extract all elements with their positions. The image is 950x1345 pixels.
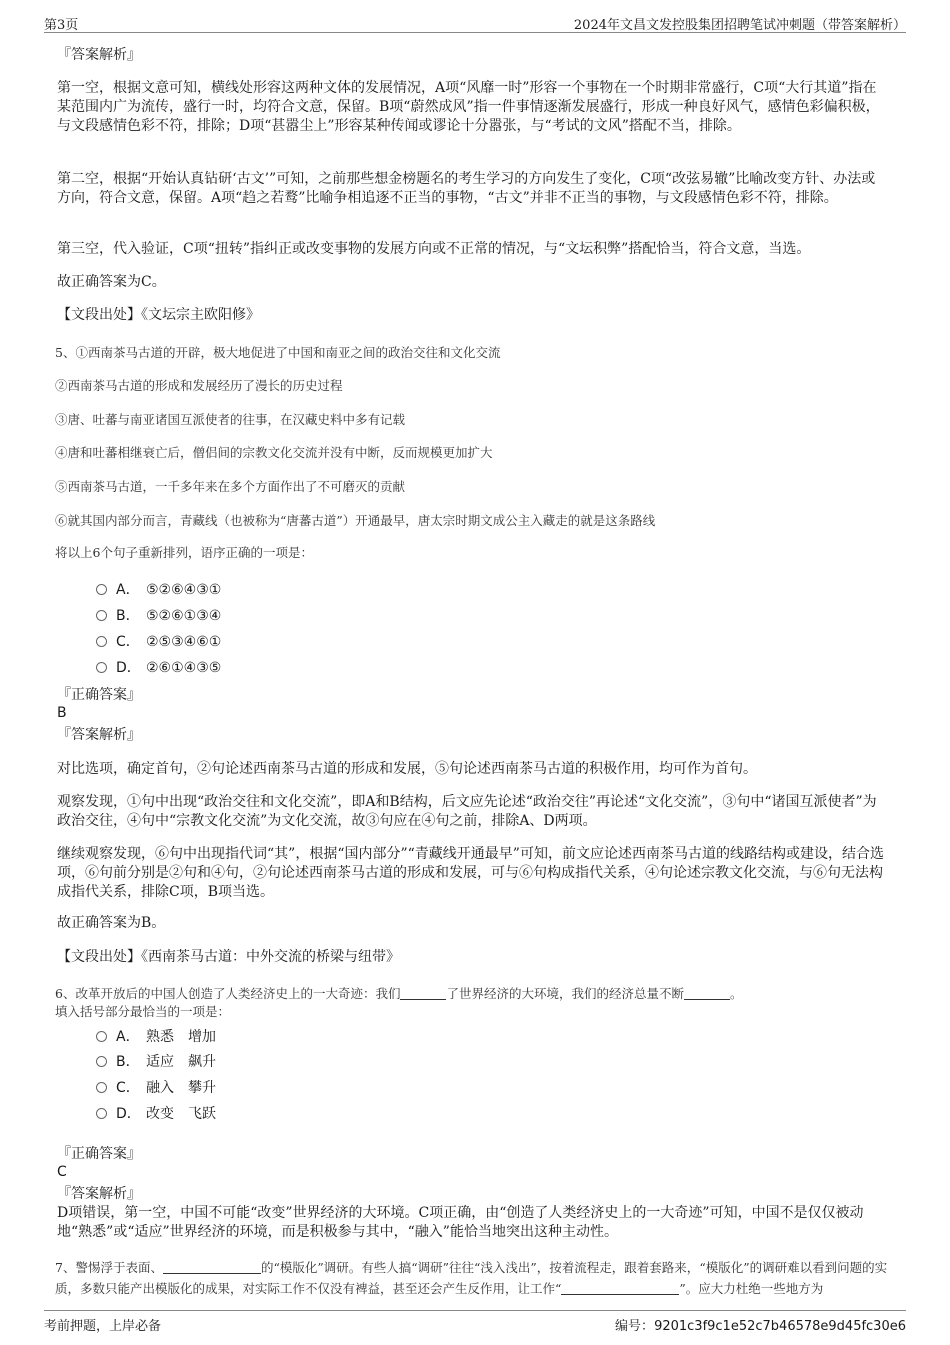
option-d[interactable]: D． 改变 飞跃 xyxy=(96,1104,216,1124)
question-sentence: ③唐、吐蕃与南亚诸国互派使者的往事，在汉藏史料中多有记载 xyxy=(55,412,406,427)
answer-label: 『正确答案』 xyxy=(57,1146,141,1162)
question-prompt: 将以上6个句子重新排列，语序正确的一项是： xyxy=(55,545,313,560)
source-citation: 【文段出处】《西南茶马古道：中外交流的桥梁与纽带》 xyxy=(57,949,400,965)
analysis-paragraph: 第一空，根据文意可知，横线处形容这两种文体的发展情况，A项“风靡一时”形容一个事物在一个时期非常盛行，C项“大行其道”指在某范围内广为流传，盛行一时，均符合文意，保留。B项“蔚然成风”指一件事情逐渐发展盛行，形成一种良好风气，感情色彩偏积极，与文段感情色彩不符，排除；D项“甚嚣尘上”形容某种传闻或谬论十分嚣张，与“考试的文风”搭配不当，排除。 xyxy=(57,80,880,134)
radio-button[interactable] xyxy=(96,584,107,595)
question-sentence: ⑥就其国内部分而言，青藏线（也被称为“唐蕃古道”）开通最早，唐太宗时期文成公主入藏走的就是这条路线 xyxy=(55,513,656,528)
correct-answer: B xyxy=(57,705,67,721)
radio-button[interactable] xyxy=(96,1056,107,1067)
option-b[interactable]: B． 适应 飙升 xyxy=(96,1052,216,1072)
page-number: 第3页 xyxy=(44,18,79,33)
option-a[interactable]: A． ⑤②⑥④③① xyxy=(96,580,221,600)
correct-answer: C xyxy=(57,1164,67,1180)
analysis-paragraph: 对比选项，确定首句，②句论述西南茶马古道的形成和发展，⑤句论述西南茶马古道的积极作用，均可作为首句。 xyxy=(57,761,757,777)
blank-1 xyxy=(163,1261,261,1274)
radio-button[interactable] xyxy=(96,1108,107,1119)
question-sentence: 5、①西南茶马古道的开辟，极大地促进了中国和南亚之间的政治交往和文化交流 xyxy=(55,345,501,360)
source-citation: 【文段出处】《文坛宗主欧阳修》 xyxy=(57,307,260,323)
question-stem: 6、改革开放后的中国人创造了人类经济史上的一大奇迹：我们 了世界经济的大环境，我们的经济总量不断 。 xyxy=(55,986,743,1001)
question-stem: 7、警惕浮于表面、 的“模版化”调研。有些人搞“调研”往往“浅入浅出”，按着流程走，跟着套路来，“模版化”的调研难以看到问题的实质，多数只能产出模版化的成果，对实际工作不仅没有裨益，甚至还会产生反作用，让工作“ ”。应大力杜绝一些地方为 xyxy=(55,1260,888,1296)
option-d[interactable]: D． ②⑥①④③⑤ xyxy=(96,658,221,678)
analysis-paragraph: D项错误，第一空，中国不可能“改变”世界经济的大环境。C项正确，由“创造了人类经济史上的一大奇迹”可知，中国不是仅仅被动地“熟悉”或“适应”世界经济的环境，而是积极参与其中，“融入”能恰当地突出这种主动性。 xyxy=(57,1205,864,1240)
radio-button[interactable] xyxy=(96,662,107,673)
document-title: 2024年文昌文发控股集团招聘笔试冲刺题（带答案解析） xyxy=(573,18,906,33)
option-b[interactable]: B． ⑤②⑥①③④ xyxy=(96,606,221,626)
analysis-paragraph: 观察发现，①句中出现“政治交往和文化交流”，即A和B结构，后文应先论述“政治交往”再论述“文化交流”，③句中“诸国互派使者”为政治交往，④句中“宗教文化交流”为文化交流，故③句应在④句之前，排除A、D两项。 xyxy=(57,794,877,829)
blank-1 xyxy=(400,987,446,1000)
question-sentence: ④唐和吐蕃相继衰亡后，僧侣间的宗教文化交流并没有中断，反而规模更加扩大 xyxy=(55,445,493,460)
analysis-label: 『答案解析』 xyxy=(57,727,141,743)
question-sentence: ⑤西南茶马古道，一千多年来在多个方面作出了不可磨灭的贡献 xyxy=(55,479,406,494)
blank-2 xyxy=(684,987,730,1000)
question-prompt: 填入括号部分最恰当的一项是： xyxy=(55,1004,231,1019)
radio-button[interactable] xyxy=(96,1082,107,1093)
analysis-paragraph: 继续观察发现，⑥句中出现指代词“其”，根据“国内部分”“青藏线开通最早”可知，前文应论述西南茶马古道的线路结构或建设，结合选项，⑥句前分别是②句和④句，②句论述西南茶马古道的形成和发展，可与⑥句构成指代关系，④句论述宗教文化交流，与⑥句无法构成指代关系，排除C项，B项当选。 xyxy=(57,846,884,900)
radio-button[interactable] xyxy=(96,636,107,647)
analysis-paragraph: 第二空，根据“开始认真钻研‘古文’”可知，之前那些想金榜题名的考生学习的方向发生了变化，C项“改弦易辙”比喻改变方针、办法或方向，符合文意，保留。A项“趋之若鹜”比喻争相追逐不正当的事物，“古文”并非不正当的事物，与文段感情色彩不符，排除。 xyxy=(57,171,876,206)
option-c[interactable]: C． 融入 攀升 xyxy=(96,1078,216,1098)
page-footer xyxy=(44,1310,906,1337)
option-c[interactable]: C． ②⑤③④⑥① xyxy=(96,632,221,652)
radio-button[interactable] xyxy=(96,610,107,621)
analysis-paragraph: 第三空，代入验证，C项“扭转”指纠正或改变事物的发展方向或不正常的情况，与“文坛积弊”搭配恰当，符合文意，当选。 xyxy=(57,241,811,257)
option-a[interactable]: A． 熟悉 增加 xyxy=(96,1027,216,1047)
document-code: 编号：9201c3f9c1e52c7b46578e9d45fc30e6 xyxy=(615,1319,906,1334)
conclusion: 故正确答案为B。 xyxy=(57,915,166,931)
question-sentence: ②西南茶马古道的形成和发展经历了漫长的历史过程 xyxy=(55,378,343,393)
blank-2 xyxy=(561,1282,679,1295)
conclusion: 故正确答案为C。 xyxy=(57,274,166,290)
analysis-label: 『答案解析』 xyxy=(57,1186,141,1202)
answer-label: 『正确答案』 xyxy=(57,687,141,703)
page-header xyxy=(44,10,906,33)
analysis-label: 『答案解析』 xyxy=(57,47,141,63)
radio-button[interactable] xyxy=(96,1031,107,1042)
footer-slogan: 考前押题，上岸必备 xyxy=(44,1319,162,1334)
